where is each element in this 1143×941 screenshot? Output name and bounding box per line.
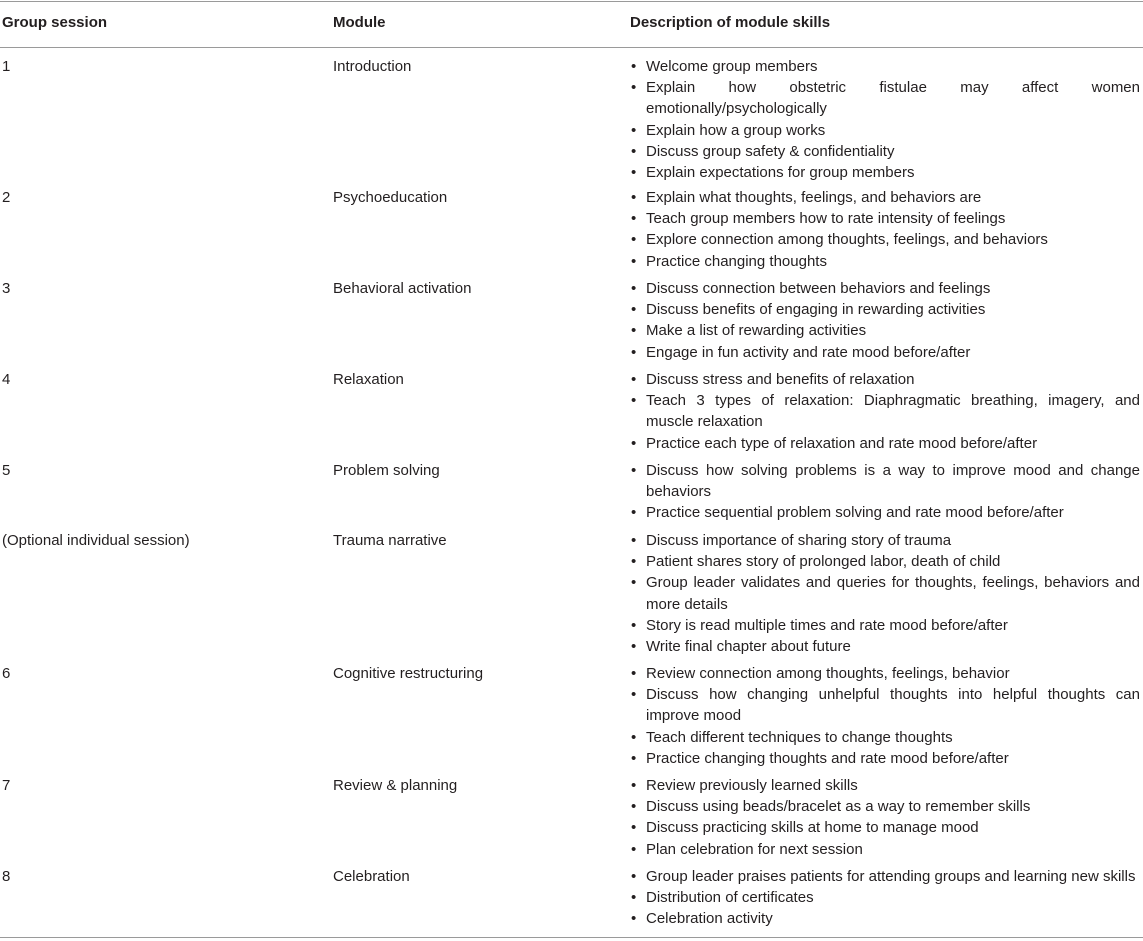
bullet-icon: •: [631, 343, 637, 361]
bullet-icon: •: [631, 868, 637, 885]
table-row: [0, 369, 1143, 460]
bullet-icon: •: [631, 910, 637, 928]
skill-text: Plan celebration for next session: [646, 840, 863, 858]
skill-text: Distribution of certificates: [646, 889, 814, 907]
bullet-icon: •: [631, 164, 637, 182]
skill-text: Discuss using beads/bracelet as a way to remember skills: [646, 798, 1031, 816]
skill-text: Group leader praises patients for attending groups and learning new skills: [646, 868, 1136, 885]
bullet-icon: •: [631, 392, 637, 410]
skill-text: Discuss benefits of engaging in rewarding activities: [646, 301, 986, 319]
skill-list: [630, 866, 1140, 930]
cell-group-session: 3: [2, 280, 11, 297]
skill-item: [630, 369, 1140, 390]
skill-item: [630, 299, 1140, 320]
cell-module: Celebration: [333, 868, 410, 885]
skill-text: Celebration activity: [646, 910, 773, 928]
skill-list: [630, 278, 1140, 363]
table-row: [0, 56, 1143, 187]
skill-item: [630, 572, 1140, 614]
header-group-session: Group session: [2, 14, 108, 31]
skill-text: Practice each type of relaxation and rate mood before/after: [646, 434, 1038, 452]
skill-text: Explain expectations for group members: [646, 164, 915, 182]
bullet-icon: •: [631, 616, 637, 634]
bullet-icon: •: [631, 121, 637, 139]
bullet-icon: •: [631, 777, 637, 794]
skill-item: [630, 141, 1140, 162]
skill-text: Make a list of rewarding activities: [646, 322, 867, 340]
skill-item: [630, 56, 1140, 77]
skill-item: [630, 817, 1140, 838]
skill-item: [630, 162, 1140, 183]
bullet-icon: •: [631, 798, 637, 816]
table-row: [0, 530, 1143, 663]
skill-item: [630, 208, 1140, 229]
skill-item: [630, 187, 1140, 208]
skill-text: Group leader validates and queries for thoughts, feelings, behaviors and more details: [646, 574, 1140, 613]
skill-text: Discuss connection between behaviors and feelings: [646, 280, 991, 297]
skill-item: [630, 502, 1140, 523]
cell-group-session: 6: [2, 665, 11, 682]
skill-text: Write final chapter about future: [646, 638, 851, 656]
skill-text: Discuss group safety & confidentiality: [646, 142, 895, 160]
cell-group-session: 1: [2, 58, 11, 75]
skill-list: [630, 369, 1140, 454]
bullet-icon: •: [631, 553, 637, 571]
bullet-icon: •: [631, 665, 637, 682]
skill-text: Review previously learned skills: [646, 777, 858, 794]
table-row: [0, 775, 1143, 866]
bullet-icon: •: [631, 280, 637, 297]
skill-text: Explain what thoughts, feelings, and behaviors are: [646, 189, 982, 206]
skill-item: [630, 663, 1140, 684]
skill-text: Discuss how solving problems is a way to improve mood and change behaviors: [646, 462, 1140, 501]
skill-item: [630, 727, 1140, 748]
bullet-icon: •: [631, 301, 637, 319]
bullet-icon: •: [631, 231, 637, 249]
bullet-icon: •: [631, 142, 637, 160]
bullet-icon: •: [631, 574, 637, 592]
skill-item: [630, 748, 1140, 769]
skill-text: Explore connection among thoughts, feelings, and behaviors: [646, 231, 1048, 249]
skill-list: [630, 56, 1140, 183]
bullet-icon: •: [631, 638, 637, 656]
skill-text: Teach 3 types of relaxation: Diaphragmatic breathing, imagery, and muscle relaxation: [646, 392, 1140, 431]
skill-text: Discuss stress and benefits of relaxation: [646, 371, 915, 388]
skill-item: [630, 229, 1140, 250]
bullet-icon: •: [631, 58, 637, 75]
bullet-icon: •: [631, 889, 637, 907]
skill-text: Explain how a group works: [646, 121, 826, 139]
skill-item: [630, 278, 1140, 299]
bullet-icon: •: [631, 749, 637, 767]
cell-group-session: 7: [2, 777, 11, 794]
bullet-icon: •: [631, 189, 637, 206]
header-description: Description of module skills: [630, 14, 831, 31]
skill-item: [630, 342, 1140, 363]
bullet-icon: •: [631, 819, 637, 837]
cell-group-session: 8: [2, 868, 11, 885]
skill-list: [630, 663, 1140, 769]
skill-text: Discuss practicing skills at home to manage mood: [646, 819, 979, 837]
skill-item: [630, 433, 1140, 454]
table-header: [0, 12, 1143, 36]
skill-item: [630, 615, 1140, 636]
skill-item: [630, 390, 1140, 432]
skill-text: Story is read multiple times and rate mood before/after: [646, 616, 1008, 634]
cell-module: Review & planning: [333, 777, 458, 794]
table-header-rule: [0, 47, 1143, 48]
skill-text: Discuss importance of sharing story of trauma: [646, 532, 952, 549]
cell-module: Relaxation: [333, 371, 404, 388]
skill-item: [630, 251, 1140, 272]
table-row: [0, 278, 1143, 369]
table-row: [0, 460, 1143, 530]
skill-list: [630, 187, 1140, 272]
skill-text: Engage in fun activity and rate mood before/after: [646, 343, 971, 361]
bullet-icon: •: [631, 840, 637, 858]
cell-group-session: 5: [2, 462, 11, 479]
bullet-icon: •: [631, 79, 637, 97]
table-body: [0, 56, 1143, 936]
skill-text: Practice changing thoughts and rate mood before/after: [646, 749, 1009, 767]
cell-group-session: (Optional individual session): [2, 532, 190, 549]
skill-item: [630, 460, 1140, 502]
table-top-rule: [0, 1, 1143, 2]
skill-item: [630, 530, 1140, 551]
skill-text: Review connection among thoughts, feelings, behavior: [646, 665, 1010, 682]
bullet-icon: •: [631, 532, 637, 549]
skill-item: [630, 908, 1140, 929]
bullet-icon: •: [631, 462, 637, 479]
skill-text: Practice changing thoughts: [646, 252, 827, 270]
cell-module: Behavioral activation: [333, 280, 472, 297]
skill-item: [630, 775, 1140, 796]
skill-item: [630, 77, 1140, 119]
skill-list: [630, 460, 1140, 524]
skill-text: Welcome group members: [646, 58, 818, 75]
skill-item: [630, 120, 1140, 141]
skill-list: [630, 530, 1140, 657]
bullet-icon: •: [631, 371, 637, 388]
bullet-icon: •: [631, 686, 637, 704]
cell-module: Cognitive restructuring: [333, 665, 484, 682]
cell-module: Problem solving: [333, 462, 440, 479]
skill-item: [630, 636, 1140, 657]
table-bottom-rule: [0, 937, 1143, 938]
cell-module: Psychoeducation: [333, 189, 448, 206]
skill-text: Explain how obstetric fistulae may affect women emotionally/psychologically: [646, 79, 1140, 118]
cell-group-session: 4: [2, 371, 11, 388]
skill-item: [630, 684, 1140, 726]
cell-group-session: 2: [2, 189, 11, 206]
table-row: [0, 187, 1143, 278]
bullet-icon: •: [631, 322, 637, 340]
skill-item: [630, 796, 1140, 817]
bullet-icon: •: [631, 728, 637, 746]
skill-item: [630, 551, 1140, 572]
bullet-icon: •: [631, 252, 637, 270]
bullet-icon: •: [631, 504, 637, 522]
skill-list: [630, 775, 1140, 860]
skill-text: Teach different techniques to change thoughts: [646, 728, 953, 746]
skill-text: Patient shares story of prolonged labor, death of child: [646, 553, 1001, 571]
skill-text: Practice sequential problem solving and rate mood before/after: [646, 504, 1064, 522]
table-row: [0, 663, 1143, 775]
table-row: [0, 866, 1143, 936]
skill-text: Discuss how changing unhelpful thoughts into helpful thoughts can improve mood: [646, 686, 1140, 725]
cell-module: Introduction: [333, 58, 412, 75]
header-module: Module: [333, 14, 386, 31]
skill-item: [630, 866, 1140, 887]
bullet-icon: •: [631, 210, 637, 228]
skill-text: Teach group members how to rate intensity of feelings: [646, 210, 1006, 228]
skill-item: [630, 320, 1140, 341]
cell-module: Trauma narrative: [333, 532, 447, 549]
skill-item: [630, 887, 1140, 908]
skill-item: [630, 839, 1140, 860]
bullet-icon: •: [631, 434, 637, 452]
